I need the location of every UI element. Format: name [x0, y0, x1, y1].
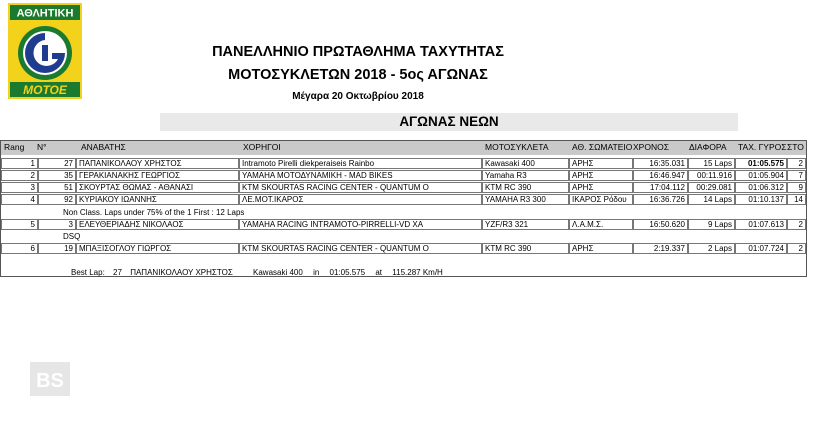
- best-lap-at: at: [375, 268, 383, 277]
- cell-diff: 00:29.081: [688, 182, 735, 193]
- cell-sponsors: Intramoto Pirelli diekperaiseis Rainbo: [239, 158, 482, 169]
- cell-rider: ΜΠΑΞΙΣΟΓΛΟΥ ΓΙΩΡΓΟΣ: [76, 243, 239, 254]
- cell-best: 01:06.312: [735, 182, 787, 193]
- cell-diff: 14 Laps: [688, 194, 735, 205]
- col-rang: Rang: [4, 142, 25, 152]
- cell-moto: KTM RC 390: [482, 243, 569, 254]
- cell-num: 51: [38, 182, 76, 193]
- cell-diff: 15 Laps: [688, 158, 735, 169]
- col-time: ΧΡΟΝΟΣ: [633, 142, 669, 152]
- cell-time: 16:50.620: [633, 219, 688, 230]
- cell-best: 01:05.904: [735, 170, 787, 181]
- table-row: [1, 219, 806, 231]
- cell-time: 2:19.337: [633, 243, 688, 254]
- table-row: [1, 158, 806, 170]
- svg-text:ΑΘΛΗΤΙΚΗ: ΑΘΛΗΤΙΚΗ: [16, 7, 74, 20]
- cell-num: 3: [38, 219, 76, 230]
- title-line-2: ΜΟΤΟΣΥΚΛΕΤΩΝ 2018 - 5ος ΑΓΩΝΑΣ: [228, 67, 488, 83]
- race-name: ΑΓΩΝΑΣ ΝΕΩΝ: [160, 113, 738, 131]
- best-lap-line: [71, 268, 443, 277]
- non-classified-note: Non Class. Laps under 75% of the 1 First : 12 Laps: [63, 208, 245, 217]
- best-lap-moto: Kawasaki 400: [253, 268, 303, 277]
- cell-sponsors: KTM SKOURTAS RACING CENTER - QUANTUM O: [239, 182, 482, 193]
- cell-lap: 2: [787, 158, 806, 169]
- cell-moto: KTM RC 390: [482, 182, 569, 193]
- cell-moto: Kawasaki 400: [482, 158, 569, 169]
- cell-diff: 9 Laps: [688, 219, 735, 230]
- best-lap-label: Best Lap:: [71, 268, 105, 277]
- cell-time: 16:46.947: [633, 170, 688, 181]
- cell-best: 01:10.137: [735, 194, 787, 205]
- cell-diff: 2 Laps: [688, 243, 735, 254]
- cell-club: Λ.Α.Μ.Σ.: [569, 219, 633, 230]
- cell-rang: 2: [1, 170, 38, 181]
- title-line-1: ΠΑΝΕΛΛΗΝΙΟ ΠΡΩΤΑΘΛΗΜΑ ΤΑΧΥΤΗΤΑΣ: [212, 44, 504, 60]
- cell-rang: 6: [1, 243, 38, 254]
- cell-rider: ΚΥΡΙΑΚΟΥ ΙΩΑΝΝΗΣ: [76, 194, 239, 205]
- cell-club: ΙΚΑΡΟΣ Ρόδου: [569, 194, 633, 205]
- cell-diff: 00:11.916: [688, 170, 735, 181]
- cell-best: 01:05.575: [735, 158, 787, 169]
- cell-rider: ΓΕΡΑΚΙΑΝΑΚΗΣ ΓΕΩΡΓΙΟΣ: [76, 170, 239, 181]
- cell-rang: 3: [1, 182, 38, 193]
- cell-lap: 14: [787, 194, 806, 205]
- cell-sponsors: YAMAHA RACING INTRAMOTO-PIRRELLI-VD XA: [239, 219, 482, 230]
- col-best: ΤΑΧ. ΓΥΡΟΣ: [738, 142, 787, 152]
- best-lap-rider: ΠΑΠΑΝΙΚΟΛΑΟΥ ΧΡΗΣΤΟΣ: [130, 268, 233, 277]
- cell-sponsors: KTM SKOURTAS RACING CENTER - QUANTUM O: [239, 243, 482, 254]
- dsq-label: DSQ: [63, 232, 81, 241]
- results-table: [0, 140, 807, 277]
- cell-time: 17:04.112: [633, 182, 688, 193]
- bs-watermark-logo: [30, 362, 70, 396]
- cell-num: 35: [38, 170, 76, 181]
- cell-lap: 2: [787, 219, 806, 230]
- col-moto: ΜΟΤΟΣΥΚΛΕΤΑ: [485, 142, 549, 152]
- cell-rider: ΣΚΟΥΡΤΑΣ ΘΩΜΑΣ - ΑΘΑΝΑΣΙ: [76, 182, 239, 193]
- cell-sponsors: YAMAHA ΜΟΤΟΔΥΝΑΜΙΚΗ - MAD BIKES: [239, 170, 482, 181]
- cell-club: ΑΡΗΣ: [569, 182, 633, 193]
- table-header: [1, 141, 806, 155]
- cell-lap: 7: [787, 170, 806, 181]
- cell-club: ΑΡΗΣ: [569, 243, 633, 254]
- cell-rider: ΕΛΕΥΘΕΡΙΑΔΗΣ ΝΙΚΟΛΑΟΣ: [76, 219, 239, 230]
- best-lap-time: 01:05.575: [329, 268, 366, 277]
- best-lap-in: in: [313, 268, 320, 277]
- cell-best: 01:07.724: [735, 243, 787, 254]
- cell-num: 27: [38, 158, 76, 169]
- svg-text:MOTOE: MOTOE: [23, 83, 67, 97]
- cell-num: 19: [38, 243, 76, 254]
- cell-club: ΑΡΗΣ: [569, 170, 633, 181]
- col-sponsors: ΧΟΡΗΓΟΙ: [243, 142, 281, 152]
- best-lap-num: 27: [113, 268, 122, 277]
- table-row: [1, 194, 806, 206]
- cell-moto: YZF/R3 321: [482, 219, 569, 230]
- col-club: ΑΘ. ΣΩΜΑΤΕΙΟ: [572, 142, 633, 152]
- cell-moto: YAMAHA R3 300: [482, 194, 569, 205]
- cell-rang: 4: [1, 194, 38, 205]
- venue-date: Μέγαρα 20 Οκτωβρίου 2018: [292, 91, 424, 102]
- table-row: [1, 243, 806, 255]
- cell-time: 16:36.726: [633, 194, 688, 205]
- col-lap: ΣΤΟ: [787, 142, 804, 152]
- col-num: N°: [37, 142, 47, 152]
- cell-rang: 5: [1, 219, 38, 230]
- cell-rang: 1: [1, 158, 38, 169]
- svg-text:BS: BS: [36, 370, 64, 392]
- cell-lap: 2: [787, 243, 806, 254]
- col-diff: ΔΙΑΦΟΡΑ: [689, 142, 727, 152]
- cell-best: 01:07.613: [735, 219, 787, 230]
- table-row: [1, 170, 806, 182]
- cell-num: 92: [38, 194, 76, 205]
- cell-sponsors: ΛΕ.ΜΟΤ.ΙΚΑΡΟΣ: [239, 194, 482, 205]
- cell-club: ΑΡΗΣ: [569, 158, 633, 169]
- cell-rider: ΠΑΠΑΝΙΚΟΛΑΟΥ ΧΡΗΣΤΟΣ: [76, 158, 239, 169]
- cell-moto: Yamaha R3: [482, 170, 569, 181]
- best-lap-speed: 115.287 Km/H: [392, 268, 443, 277]
- cell-time: 16:35.031: [633, 158, 688, 169]
- table-row: [1, 182, 806, 194]
- col-rider: ΑΝΑΒΑΤΗΣ: [81, 142, 126, 152]
- cell-lap: 9: [787, 182, 806, 193]
